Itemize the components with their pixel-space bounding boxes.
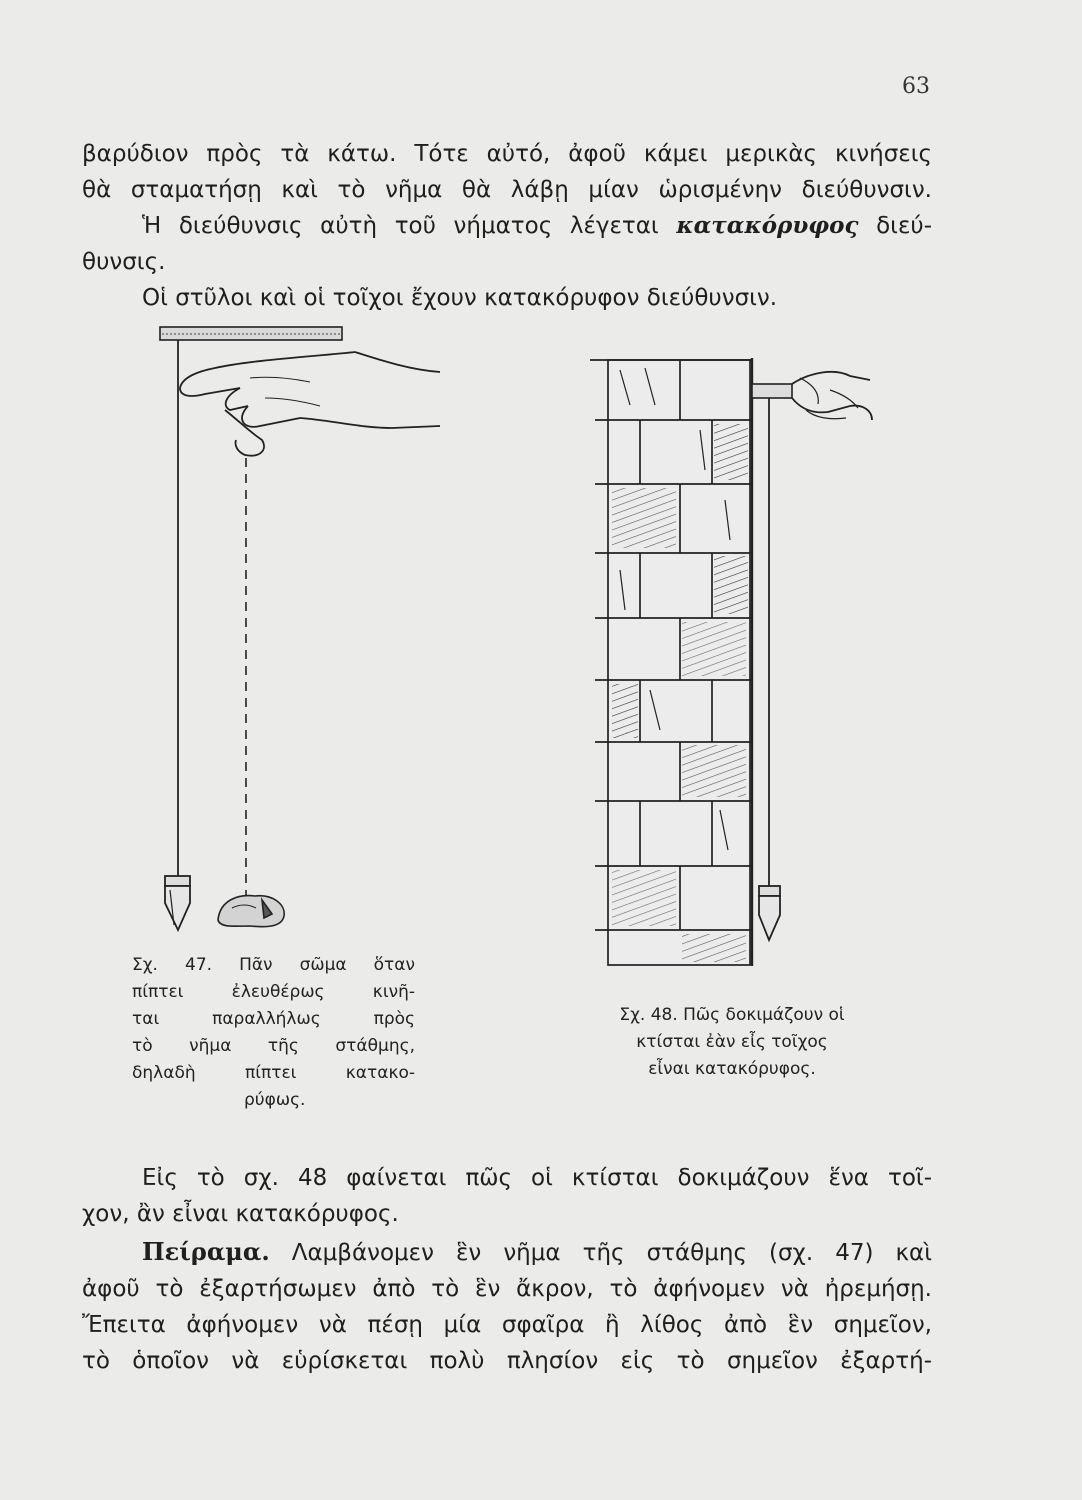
columns-sentence: Οἱ στῦλοι καὶ οἱ τοῖχοι ἔχουν κατακόρυφον διεύθυνσιν.	[142, 285, 778, 311]
text-line: τὸ ὁποῖον νὰ εὑρίσκεται πολὺ πλησίον εἰς τὸ σημεῖον ἐξαρτή-	[82, 1348, 932, 1374]
text-line: Ἔπειτα ἀφήνομεν νὰ πέσῃ μία σφαῖρα ἢ λίθος ἀπὸ ἓν σημεῖον,	[82, 1312, 932, 1338]
text-line: ἀφοῦ τὸ ἐξαρτήσωμεν ἀπὸ τὸ ἓν ἄκρον, τὸ ἀφήνομεν νὰ ἠρεμήσῃ.	[82, 1276, 932, 1302]
caption-line: Σχ. 48. Πῶς δοκιμάζουν οἱ	[619, 1005, 845, 1025]
definition-continuation: θυνσις.	[82, 249, 166, 275]
plumb-bob-icon	[759, 886, 780, 940]
experiment-first-line-rest: Λαμβάνομεν ἓν νῆμα τῆς στάθμης (σχ. 47) καὶ	[291, 1240, 932, 1266]
text-line: βαρύδιον πρὸς τὰ κάτω. Τότε αὐτό, ἀφοῦ κάμει μερικὰς κινήσεις	[82, 141, 932, 167]
figure47-drawing	[160, 327, 440, 930]
caption-line: ται παραλλήλως πρὸς	[132, 1009, 415, 1029]
holding-block	[752, 384, 792, 398]
caption-line: κτίσται ἐὰν εἶς τοῖχος	[636, 1032, 828, 1052]
text-line: θὰ σταματήσῃ καὶ τὸ νῆμα θὰ λάβῃ μίαν ὡρισμένην διεύθυνσιν.	[82, 177, 932, 203]
figure48-caption	[572, 1002, 892, 1083]
page-number: 63	[902, 74, 930, 99]
defined-term: κατακόρυφος	[676, 212, 859, 239]
hand-icon	[792, 372, 872, 420]
caption-line: ρύφως.	[244, 1090, 306, 1110]
figure47-caption	[132, 952, 415, 1114]
plumb-bob-icon	[165, 876, 190, 930]
caption-line: Σχ. 47. Πᾶν σῶμα ὅταν	[132, 955, 415, 975]
caption-line: πίπτει ἐλευθέρως κινῆ-	[132, 982, 415, 1002]
text-line: Εἰς τὸ σχ. 48 φαίνεται πῶς οἱ κτίσται δοκιμάζουν ἕνα τοῖ-	[142, 1165, 932, 1191]
text-line: χον, ἂν εἶναι κατακόρυφος.	[82, 1201, 399, 1227]
definition-suffix: διεύ-	[876, 213, 933, 239]
caption-line: δηλαδὴ πίπτει κατακο-	[132, 1063, 415, 1083]
definition-prefix: Ἡ διεύθυνσις αὐτὴ τοῦ νήματος λέγεται	[142, 213, 659, 239]
caption-line: τὸ νῆμα τῆς στάθμης,	[132, 1036, 415, 1056]
experiment-first-line	[82, 1234, 932, 1271]
hand-icon	[180, 352, 440, 456]
stone-icon	[218, 896, 284, 927]
caption-line: εἶναι κατακόρυφος.	[648, 1059, 816, 1079]
brick-wall	[590, 360, 752, 965]
support-bar	[160, 327, 342, 340]
figure48-drawing	[590, 358, 872, 966]
fig48-paragraph	[82, 1160, 932, 1232]
experiment-heading: Πείραμα.	[142, 1237, 270, 1266]
experiment-paragraph	[82, 1234, 932, 1379]
